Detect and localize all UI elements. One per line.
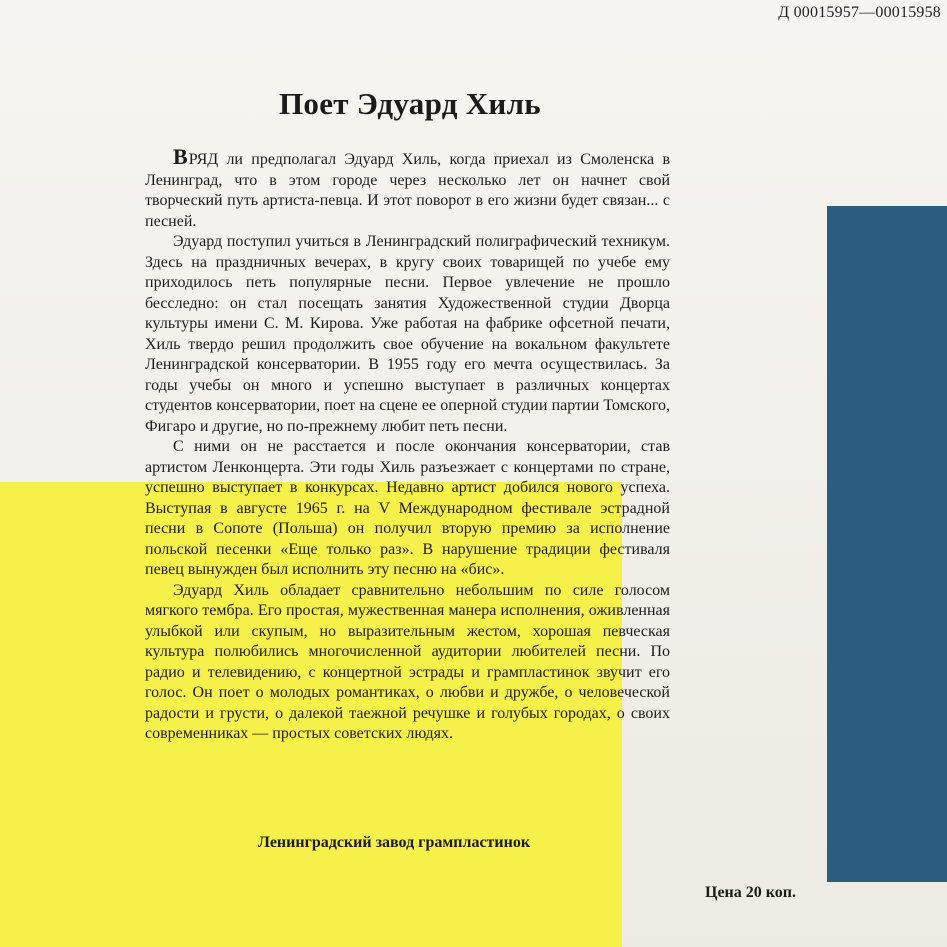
article-paragraph-1 (145, 144, 670, 232)
article-paragraph-2: Эдуард поступил учиться в Ленинградский полиграфический техникум. Здесь на праздничных вечерах, в кругу своих товарищей по учебе ему приходилось петь популярные песни. Первое увлечение не прошло бесследно: он стал посещать занятия Художественной студии Дворца культуры имени С. М. Кирова. Уже работая на фабрике офсетной печати, Хиль твердо решил продолжить свое обучение на вокальном факультете Ленинградской консерватории. В 1955 году его мечта осуществилась. За годы учебы он много и успешно выступает в различных концертах студентов консерватории, поет на сцене ее оперной студии партии Томского, Фигаро и другие, но по-прежнему любит петь песни. (145, 233, 670, 435)
page-title: Поет Эдуард Хиль (279, 85, 541, 121)
article-body (145, 144, 670, 745)
lead-initial: В (173, 144, 189, 169)
paragraph-1-text: РЯД ли предполагал Эдуард Хиль, когда приехал из Смоленска в Ленинград, что в этом городе через несколько лет он начнет свой творческий путь артиста-певца. И этот поворот в его жизни будет связан... с песней. (145, 151, 670, 230)
article-paragraph-4: Эдуард Хиль обладает сравнительно небольшим по силе голосом мягкого тембра. Его простая, мужественная манера исполнения, оживленная улыбкой или скупым, но выразительным жестом, хорошая певческая культура полюбились многочисленной аудитории любителей песни. По радио и телевидению, с концертной эстрады и грампластинок звучит его голос. Он поет о молодых романтиках, о любви и дружбе, о человеческой радости и грусти, о далекой таежной речушке и голубых городах, о своих современниках — простых советских людях. (145, 581, 670, 742)
blue-color-block (827, 206, 947, 882)
price-label: Цена 20 коп. (705, 884, 796, 901)
publisher-name: Ленинградский завод грампластинок (258, 834, 531, 851)
catalog-number: Д 00015957—00015958 (778, 4, 941, 21)
article-paragraph-3: С ними он не расстается и после окончания консерватории, став артистом Ленконцерта. Эти годы Хиль разъезжает с концертами по стране, успешно выступает в конкурсах. Недавно артист добился нового успеха. Выступая в августе 1965 г. на V Международном фестивале эстрадной песни в Сопоте (Польша) он получил вторую премию за исполнение польской песенки «Еще только раз». В нарушение традиции фестиваля певец вынужден был исполнить эту песню на «бис». (145, 438, 670, 578)
